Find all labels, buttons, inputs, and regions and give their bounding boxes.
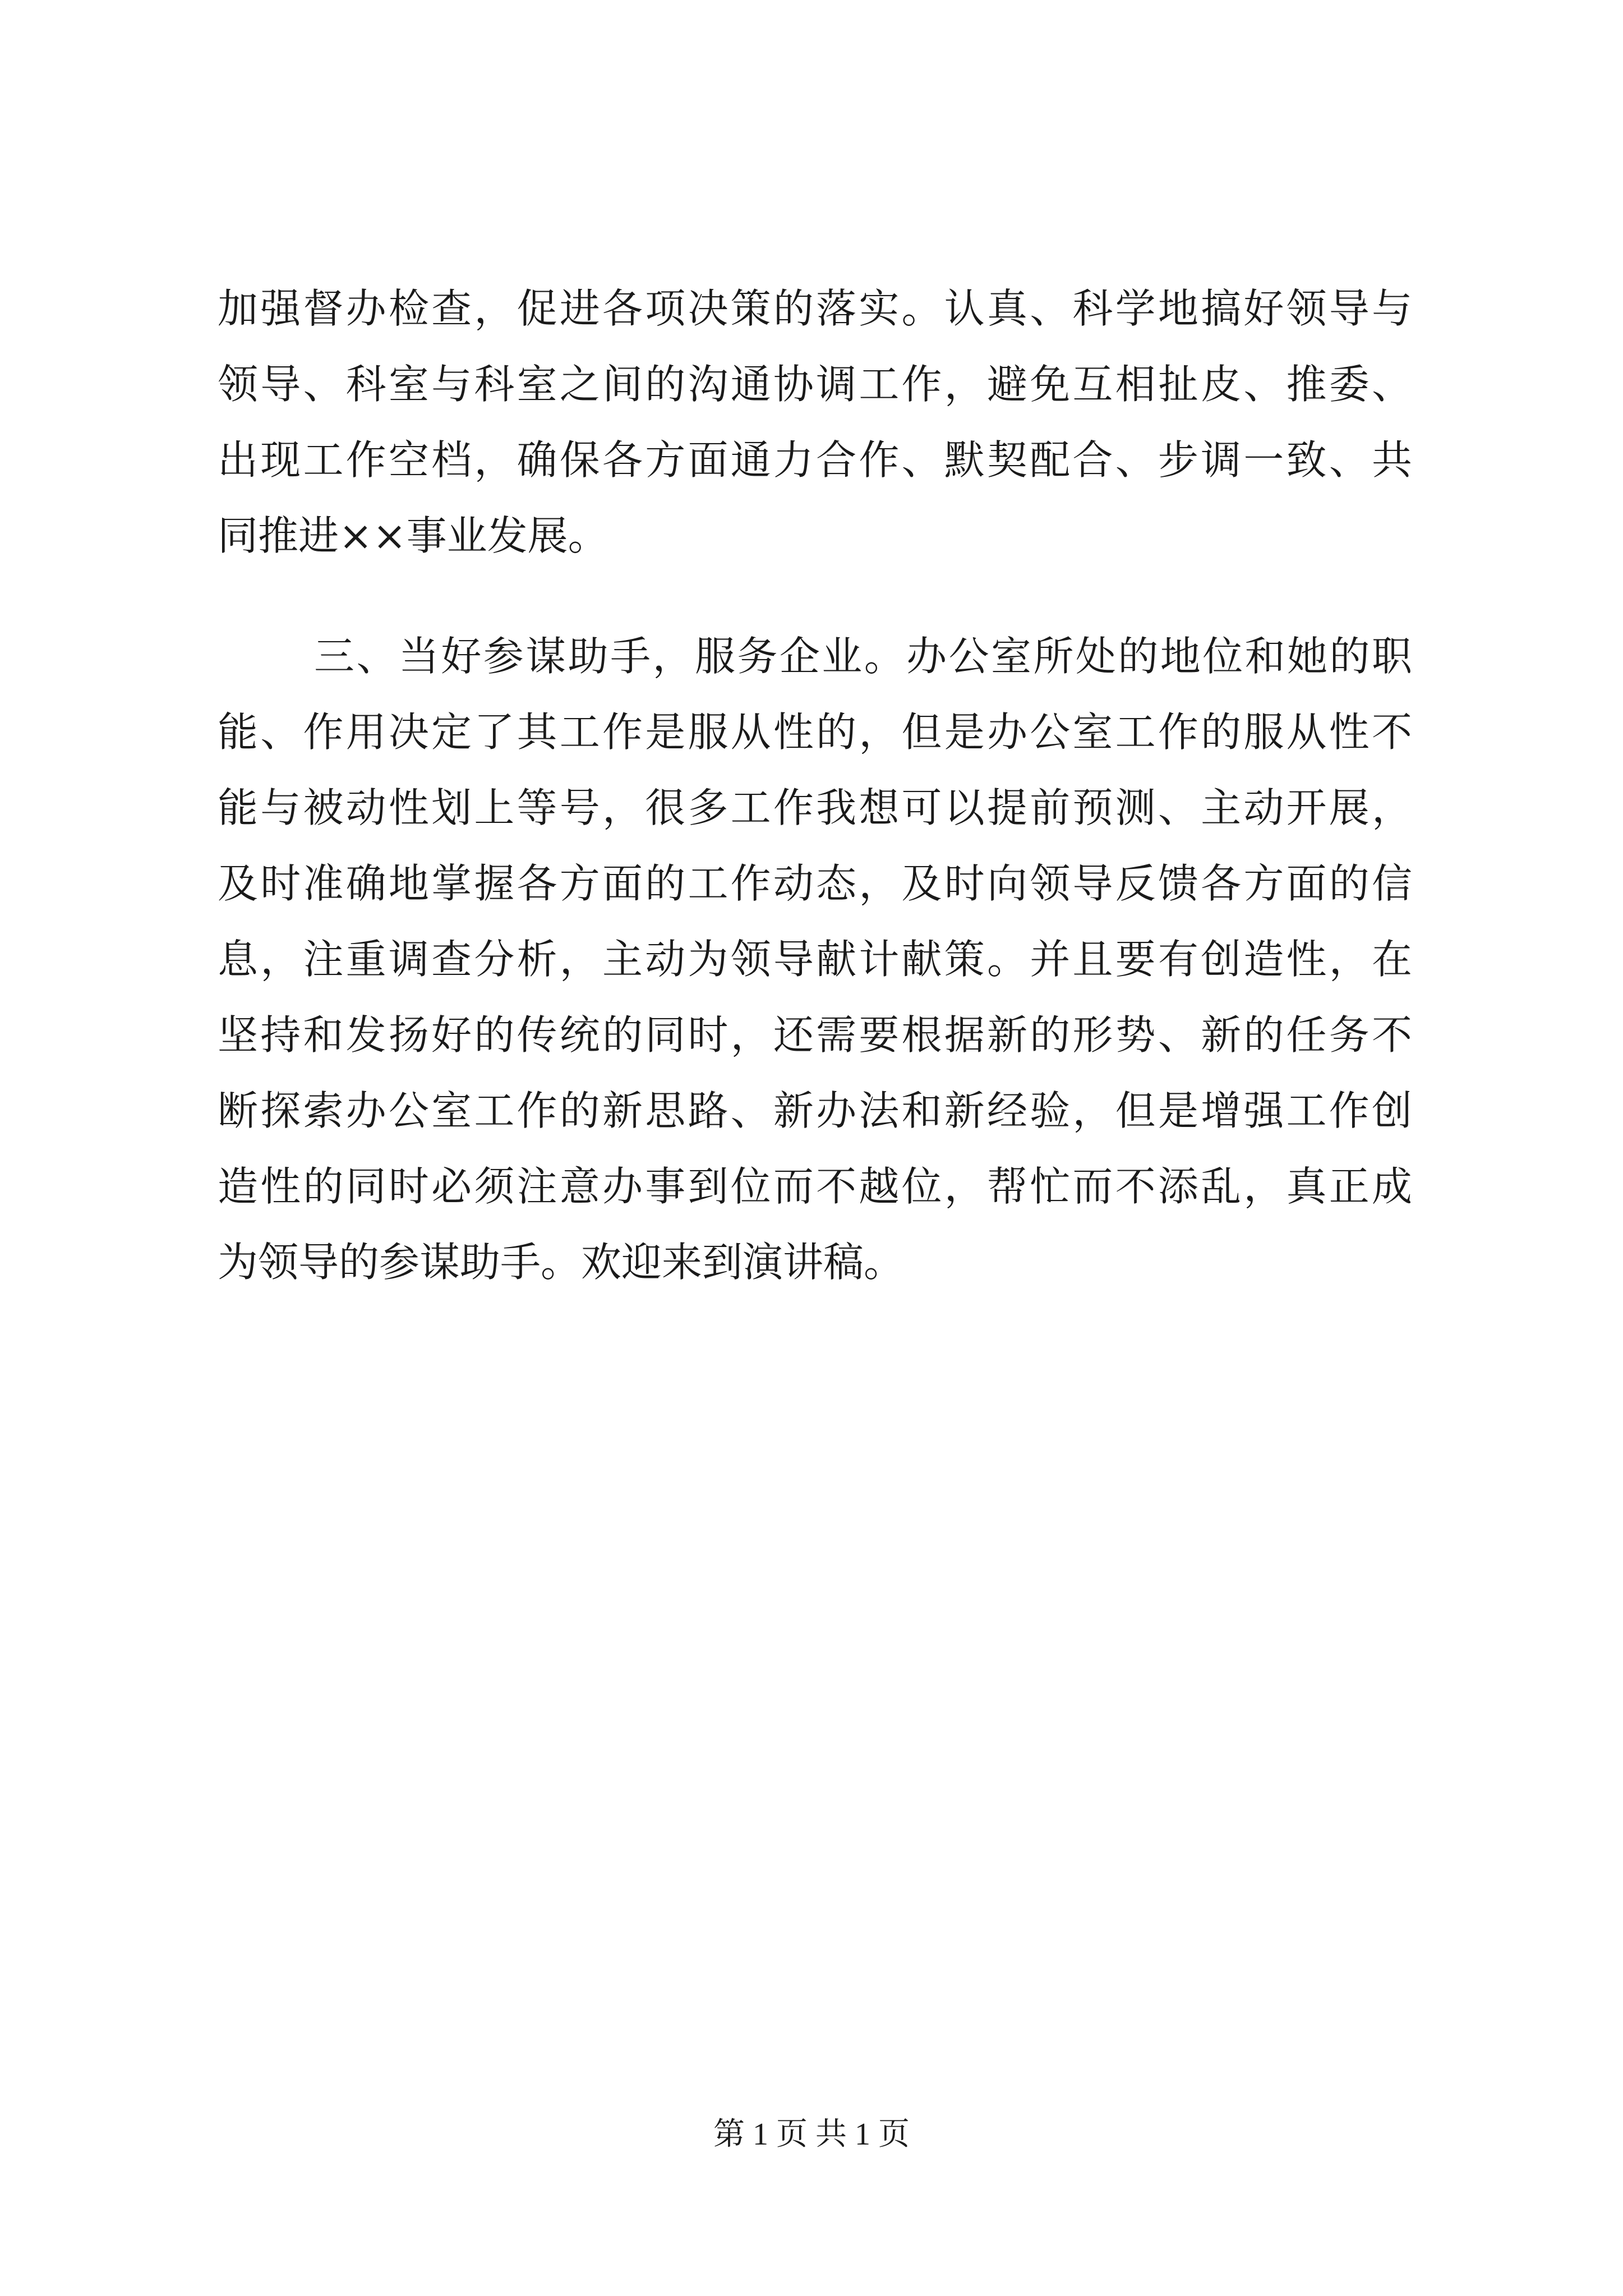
paragraph-line: 息，注重调查分析，主动为领导献计献策。并且要有创造性，在 — [218, 936, 1412, 983]
paragraph-line: 能与被动性划上等号，很多工作我想可以提前预测、主动开展， — [218, 784, 1412, 831]
paragraph-line: 同推进××事业发展。 — [218, 512, 608, 559]
paragraph-line: 能、作用决定了其工作是服从性的，但是办公室工作的服从性不 — [218, 708, 1412, 756]
paragraph-line: 加强督办检查，促进各项决策的落实。认真、科学地搞好领导与 — [218, 285, 1412, 332]
paragraph-line: 断探索办公室工作的新思路、新办法和新经验，但是增强工作创 — [218, 1087, 1412, 1134]
paragraph-line: 出现工作空档，确保各方面通力合作、默契配合、步调一致、共 — [218, 436, 1412, 484]
paragraph-line: 造性的同时必须注意办事到位而不越位，帮忙而不添乱，真正成 — [218, 1163, 1412, 1210]
paragraph-line: 及时准确地掌握各方面的工作动态，及时向领导反馈各方面的信 — [218, 860, 1412, 907]
paragraph-line: 为领导的参谋助手。欢迎来到演讲稿。 — [218, 1239, 905, 1286]
page-footer: 第 1 页 共 1 页 — [713, 2117, 910, 2152]
paragraph-line: 三、当好参谋助手，服务企业。办公室所处的地位和她的职 — [314, 633, 1412, 680]
paragraph-line: 领导、科室与科室之间的沟通协调工作，避免互相扯皮、推委、 — [218, 361, 1412, 408]
paragraph-line: 坚持和发扬好的传统的同时，还需要根据新的形势、新的任务不 — [218, 1011, 1412, 1059]
